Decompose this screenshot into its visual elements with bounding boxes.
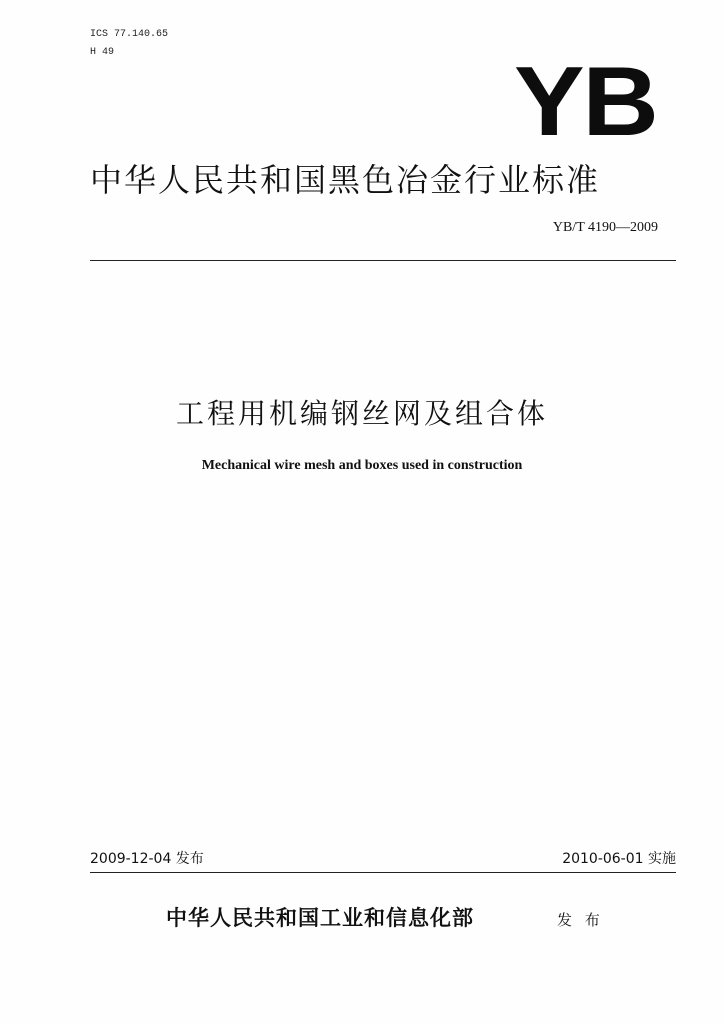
header-divider: [90, 260, 676, 261]
standard-category-title: 中华人民共和国黑色冶金行业标准: [90, 161, 601, 199]
footer-divider: [90, 872, 676, 873]
implementation-date: 2010-06-01 实施: [562, 851, 676, 867]
document-title-chinese: 工程用机编钢丝网及组合体: [175, 397, 548, 430]
publisher-name: 中华人民共和国工业和信息化部: [166, 906, 474, 930]
standard-number: YB/T 4190—2009: [552, 220, 658, 235]
document-title-english: Mechanical wire mesh and boxes used in construction: [201, 458, 523, 473]
yb-logo: YB: [514, 46, 657, 156]
issue-date: 2009-12-04 发布: [90, 851, 204, 867]
classification-code: H 49: [90, 47, 115, 58]
ics-code: ICS 77.140.65: [90, 29, 169, 40]
publish-label: 发 布: [557, 911, 604, 929]
